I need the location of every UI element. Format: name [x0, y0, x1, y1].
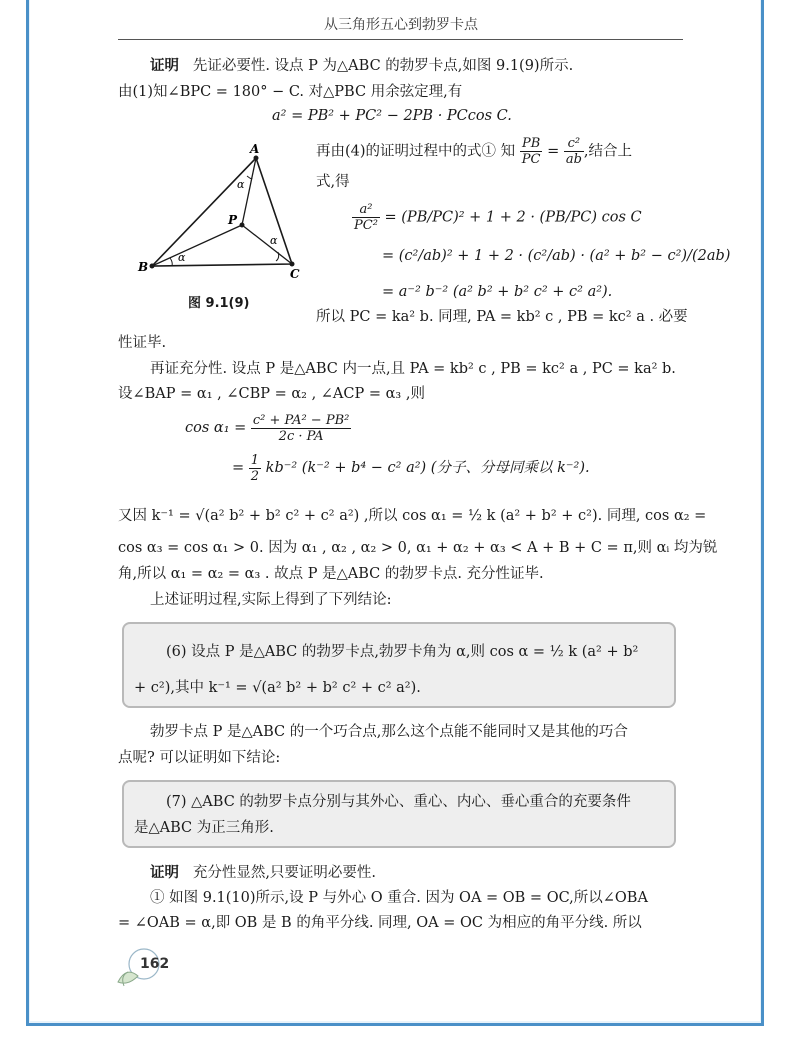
- point-b: [150, 264, 155, 269]
- proof-label: 证明: [150, 58, 179, 74]
- fraction-half: $\frac{1}{2}$: [250, 452, 260, 484]
- text-line-4: 再由(4)的证明过程中的式① 知 $\frac{PB}{PC}$ = $\frac{\text{c²}}{ab}$ ,结合上: [316, 136, 633, 167]
- label-p: P: [228, 213, 238, 227]
- label-alpha-a: α: [237, 178, 245, 191]
- text-line-21: 勃罗卡点 P 是△ABC 的一个巧合点,那么这个点能不能同时又是其他的巧合: [150, 724, 628, 740]
- angle-arc-a: [247, 176, 252, 179]
- label-a: A: [250, 142, 260, 156]
- fraction-c2-ab: $\frac{\text{c²}}{ab}$: [565, 136, 582, 167]
- text-line-16: cos α₃ = cos α₁ > 0. 因为 α₁ , α₂ , α₂ > 0, α₁ + α₂ + α₃ < A + B + C = π,则 αᵢ 均为锐: [118, 540, 718, 556]
- equation-line-1: $\frac{\text{a²}}{\text{PC²}}$ = (PB/PC)² + 1 + 2 · (PB/PC) cos C: [354, 202, 642, 233]
- text-line-5: 式,得: [316, 174, 350, 190]
- label-b: B: [138, 260, 149, 274]
- text-line-15: 又因 k⁻¹ = √(a² b² + b² c² + c² a²) ,所以 cos α₁ = ½ k (a² + b² + c²). 同理, cos α₂ =: [118, 508, 707, 524]
- header-rule: [118, 39, 683, 40]
- equation-cos1: cos α₁ = $\frac{\text{c² + PA² − PB²}}{2c \cdot PA}$: [185, 412, 350, 444]
- segment-bp: [152, 225, 242, 266]
- conclusion-6-line-2: + c²),其中 k⁻¹ = √(a² b² + b² c² + c² a²).: [134, 680, 421, 696]
- proof-line-25: [150, 863, 376, 883]
- equation-cos2: = $\frac{1}{2}$ kb⁻² (k⁻² + b⁴ − c² a²) (分子、分母同乘以 k⁻²).: [232, 452, 590, 484]
- text-line-18: 上述证明过程,实际上得到了下列结论:: [150, 592, 392, 608]
- conclusion-7-line-2: 是△ABC 为正三角形.: [134, 820, 274, 836]
- text-line-17: 角,所以 α₁ = α₂ = α₃ . 故点 P 是△ABC 的勃罗卡点. 充分性证毕.: [118, 566, 544, 582]
- segment-cp: [242, 225, 292, 264]
- segment-ap: [242, 158, 256, 225]
- point-c: [290, 262, 295, 267]
- conclusion-7-line-1: (7) △ABC 的勃罗卡点分别与其外心、重心、内心、垂心重合的充要条件: [166, 794, 631, 810]
- proof-line-1: [150, 56, 573, 76]
- label-alpha-b: α: [178, 251, 186, 264]
- point-p: [240, 223, 245, 228]
- proof-text: 先证必要性. 设点 P 为△ABC 的勃罗卡点,如图 9.1(9)所示.: [192, 58, 574, 74]
- fraction-a2-pc2: $\frac{\text{a²}}{\text{PC²}}$: [354, 202, 378, 233]
- text-line-9: 所以 PC = ka² b. 同理, PA = kb² c , PB = kc² a . 必要: [316, 309, 688, 325]
- page-number: 162: [140, 956, 170, 972]
- figure-caption: 图 9.1(9): [188, 296, 250, 311]
- proof-text-2: 充分性显然,只要证明必要性.: [192, 865, 377, 881]
- point-a: [254, 156, 259, 161]
- text-line-26: ① 如图 9.1(10)所示,设 P 与外心 O 重合. 因为 OA = OB = OC,所以∠OBA: [150, 890, 648, 906]
- equation-cosine-law: a² = PB² + PC² − 2PB · PCcos C.: [272, 108, 512, 124]
- text-line-22: 点呢? 可以证明如下结论:: [118, 750, 281, 766]
- equation-line-2: = (c²/ab)² + 1 + 2 · (c²/ab) · (a² + b² − c²)/(2ab): [382, 248, 731, 264]
- proof-label-2: 证明: [150, 865, 179, 881]
- conclusion-6-line-1: (6) 设点 P 是△ABC 的勃罗卡点,勃罗卡角为 α,则 cos α = ½ k (a² + b²: [166, 644, 639, 660]
- angle-arc-b: [170, 258, 172, 266]
- fraction-cos1: $\frac{\text{c² + PA² − PB²}}{2c \cdot PA}$: [252, 412, 350, 444]
- text-line-2: 由(1)知∠BPC = 180° − C. 对△PBC 用余弦定理,有: [118, 84, 463, 100]
- triangle-abc: [152, 158, 292, 266]
- text-line-10: 性证毕.: [118, 335, 167, 351]
- fraction-pb-pc: $\frac{PB}{PC}$: [521, 136, 541, 167]
- label-alpha-c: α: [270, 234, 278, 247]
- figure-9-1-9: [130, 140, 305, 280]
- page-number-badge: [126, 948, 172, 988]
- label-c: C: [290, 267, 300, 280]
- equation-line-3: = a⁻² b⁻² (a² b² + b² c² + c² a²).: [382, 284, 613, 300]
- running-head: 从三角形五心到勃罗卡点: [324, 17, 478, 33]
- text-line-27: = ∠OAB = α,即 OB 是 B 的角平分线. 同理, OA = OC 为相应的角平分线. 所以: [118, 915, 642, 931]
- text-line-12: 设∠BAP = α₁ , ∠CBP = α₂ , ∠ACP = α₃ ,则: [118, 386, 425, 402]
- text-line-11: 再证充分性. 设点 P 是△ABC 内一点,且 PA = kb² c , PB = kc² a , PC = ka² b.: [150, 361, 676, 377]
